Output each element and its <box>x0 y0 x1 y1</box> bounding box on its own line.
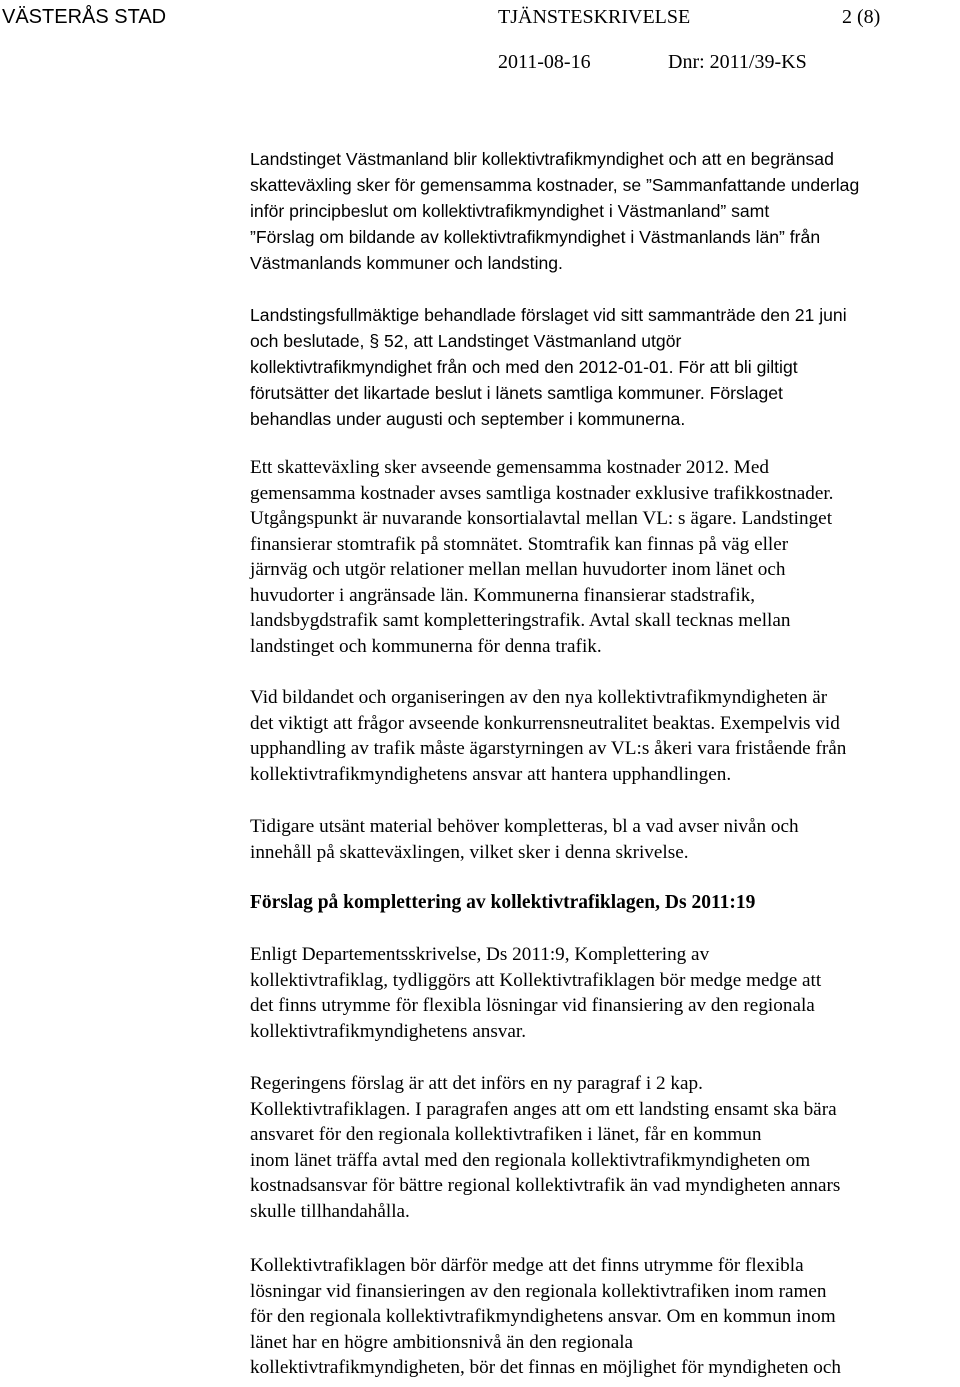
paragraph-line: innehåll på skatteväxlingen, vilket sker i denna skrivelse. <box>250 841 689 863</box>
paragraph-line: Regeringens förslag är att det införs en ny paragraf i 2 kap. <box>250 1073 703 1094</box>
paragraph-line: Tidigare utsänt material behöver kompletteras, bl a vad avser nivån och <box>250 816 799 837</box>
paragraph-line: länet har en högre ambitionsnivå än den regionala <box>250 1331 634 1353</box>
paragraph-line: Enligt Departementsskrivelse, Ds 2011:9, Komplettering av <box>250 944 710 965</box>
paragraph-line: finansierar stomtrafik på stomnätet. Stomtrafik kan finnas på väg eller <box>250 533 789 555</box>
paragraph-5 <box>250 814 958 865</box>
paragraph-line: Kollektivtrafiklagen bör därför medge att det finns utrymme för flexibla <box>250 1255 804 1276</box>
paragraph-line: det finns utrymme för flexibla lösningar vid finansiering av den regionala <box>250 995 815 1016</box>
paragraph-line: gemensamma kostnader avses samtliga kostnader exklusive trafikkostnader. <box>250 482 834 504</box>
document-date: 2011-08-16 <box>498 51 591 73</box>
paragraph-line: och beslutade, § 52, att Landstinget Västmanland utgör <box>250 331 682 351</box>
paragraph-line: upphandling av trafik måste ägarstyrningen av VL:s åkeri vara fristående från <box>250 738 847 759</box>
paragraph-line: skatteväxling sker för gemensamma kostnader, se ”Sammanfattande underlag <box>250 175 860 195</box>
paragraph-line: huvudorter i angränsade län. Kommunerna finansierar stadstrafik, <box>250 584 756 606</box>
paragraph-line: kollektivtrafikmyndigheten, bör det finnas en möjlighet för myndigheten och <box>250 1357 841 1378</box>
paragraph-line: kollektivtrafikmyndighetens ansvar att hantera upphandlingen. <box>250 763 732 785</box>
paragraph-4 <box>250 685 958 787</box>
paragraph-line: landstinget och kommunerna för denna trafik. <box>250 635 602 657</box>
paragraph-line: kollektivtrafikmyndighet från och med den 2012-01-01. För att bli giltigt <box>250 357 798 377</box>
paragraph-line: kostnadsansvar för bättre regional kollektivtrafik än vad myndigheten annars <box>250 1175 841 1196</box>
page-number: 2 (8) <box>842 6 881 28</box>
document-type: TJÄNSTESKRIVELSE <box>498 6 691 28</box>
paragraph-line: skulle tillhandahålla. <box>250 1200 410 1222</box>
paragraph-line: lösningar vid finansieringen av den regionala kollektivtrafiken inom ramen <box>250 1280 827 1302</box>
paragraph-line: Landstingsfullmäktige behandlade förslaget vid sitt sammanträde den 21 juni <box>250 305 847 325</box>
paragraph-line: inför principbeslut om kollektivtrafikmyndighet i Västmanland” samt <box>250 201 770 221</box>
paragraph-1 <box>250 146 958 276</box>
organization-name: VÄSTERÅS STAD <box>2 6 167 28</box>
paragraph-line: Kollektivtrafiklagen. I paragrafen anges att om ett landsting ensamt ska bära <box>250 1098 837 1120</box>
paragraph-7 <box>250 1071 958 1224</box>
paragraph-8 <box>250 1253 958 1381</box>
paragraph-line: landsbygdstrafik samt kompletteringstrafik. Avtal skall tecknas mellan <box>250 610 791 631</box>
paragraph-line: Västmanlands kommuner och landsting. <box>250 253 563 273</box>
paragraph-line: Landstinget Västmanland blir kollektivtrafikmyndighet och att en begränsad <box>250 149 834 169</box>
paragraph-line: kollektivtrafikmyndighetens ansvar. <box>250 1020 527 1042</box>
paragraph-line: ”Förslag om bildande av kollektivtrafikmyndighet i Västmanlands län” från <box>250 227 821 247</box>
paragraph-line: Ett skatteväxling sker avseende gemensamma kostnader 2012. Med <box>250 457 769 478</box>
document-dnr: Dnr: 2011/39-KS <box>668 51 807 73</box>
section-heading: Förslag på komplettering av kollektivtrafiklagen, Ds 2011:19 <box>250 892 756 913</box>
paragraph-line: förutsätter det likartade beslut i länets samtliga kommuner. Förslaget <box>250 383 783 403</box>
paragraph-2 <box>250 302 958 432</box>
paragraph-line: behandlas under augusti och september i kommunerna. <box>250 409 686 429</box>
paragraph-3 <box>250 455 958 659</box>
paragraph-line: järnväg och utgör relationer mellan mellan huvudorter inom länet och <box>250 559 786 580</box>
paragraph-6 <box>250 942 958 1044</box>
paragraph-line: för den regionala kollektivtrafikmyndighetens ansvar. Om en kommun inom <box>250 1306 836 1327</box>
paragraph-line: det viktigt att frågor avseende konkurrensneutralitet beaktas. Exempelvis vid <box>250 712 840 734</box>
paragraph-line: Vid bildandet och organiseringen av den nya kollektivtrafikmyndigheten är <box>250 687 828 708</box>
paragraph-line: ansvaret för den regionala kollektivtrafiken i länet, får en kommun <box>250 1124 762 1145</box>
paragraph-line: inom länet träffa avtal med den regionala kollektivtrafikmyndigheten om <box>250 1149 811 1171</box>
paragraph-line: kollektivtrafiklag, tydliggörs att Kollektivtrafiklagen bör medge medge att <box>250 969 822 991</box>
paragraph-line: Utgångspunkt är nuvarande konsortialavtal mellan VL: s ägare. Landstinget <box>250 508 833 529</box>
